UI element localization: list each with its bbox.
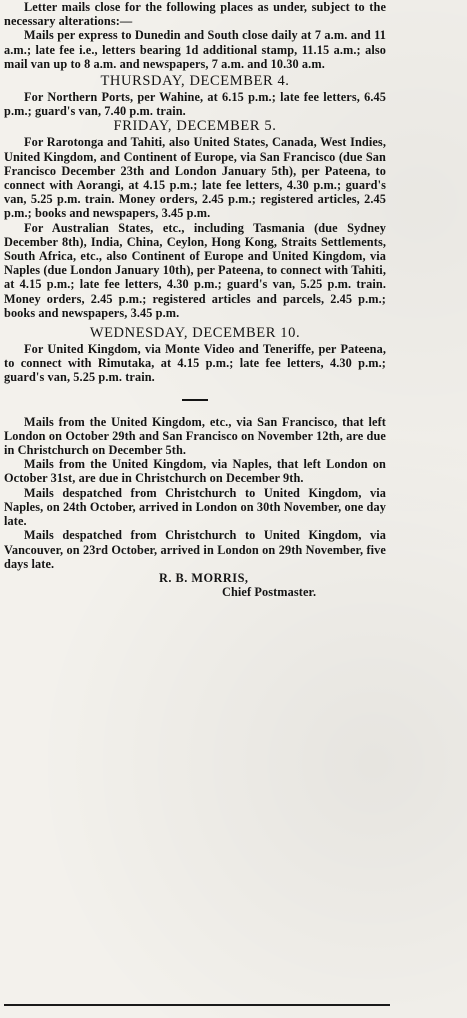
friday-heading: FRIDAY, DECEMBER 5. bbox=[113, 118, 277, 135]
notice-paragraph: Mails from the United Kingdom, etc., via San Francisco, that left London on October 29th and San Francisco on November 12th, are due in Christchurch on December 5th. bbox=[4, 414, 386, 458]
signature-name: R. B. MORRIS, bbox=[159, 570, 249, 585]
wednesday-heading: WEDNESDAY, DECEMBER 10. bbox=[89, 325, 301, 342]
notice-paragraph: Mails despatched from Christchurch to United Kingdom, via Vancouver, on 23rd October, arrived in London on 29th November, five days late. bbox=[4, 528, 386, 571]
section-divider bbox=[182, 399, 208, 401]
intro-paragraph: Letter mails close for the following places as under, subject to the necessary alterations:— bbox=[4, 0, 386, 29]
notice-paragraph: Mails from the United Kingdom, via Naples, that left London on October 31st, are due in Christchurch on December 9th. bbox=[4, 457, 386, 486]
friday-item: For Rarotonga and Tahiti, also United States, Canada, West Indies, United Kingdom, and Continent of Europe, via San Francisco (due San Francisco December 23th and London January 5th), per Pateena, to connect with Aorangi, at 4.15 p.m.; late fee letters, 4.30 p.m.; guard's van, 5.25 p.m. train. Money orders, 2.45 p.m.; registered articles, 2.45 p.m.; books and newspapers, 3.45 p.m. bbox=[4, 135, 386, 221]
signature-title: Chief Postmaster. bbox=[222, 585, 317, 600]
notice-paragraph: Mails despatched from Christchurch to United Kingdom, via Naples, on 24th October, arrived in London on 30th November, one day late. bbox=[4, 485, 386, 529]
dunedin-paragraph: Mails per express to Dunedin and South close daily at 7 a.m. and 11 a.m.; late fee i.e., letters bearing 1d additional stamp, 11.15 a.m.; also mail van up to 8 a.m. and newspapers, 7 a.m. and 10.30 a.m. bbox=[4, 28, 386, 71]
thursday-item: For Northern Ports, per Wahine, at 6.15 p.m.; late fee letters, 6.45 p.m.; guard's van, 7.40 p.m. train. bbox=[4, 90, 386, 119]
friday-item: For Australian States, etc., including Tasmania (due Sydney December 8th), India, China, Ceylon, Hong Kong, Straits Settlements, South Africa, etc., also Continent of Europe and United Kingdom, via Naples (due London January 10th), per Pateena, to connect with Tahiti, at 4.15 p.m.; late fee letters, 4.30 p.m.; guard's van, 5.25 p.m. train. Money orders, 2.45 p.m.; registered articles and parcels, 2.45 p.m.; books and newspapers, 3.45 p.m. bbox=[4, 220, 386, 320]
wednesday-item: For United Kingdom, via Monte Video and Teneriffe, per Pateena, to connect with Rimutaka, at 4.15 p.m.; late fee letters, 4.30 p.m.; guard's van, 5.25 p.m. train. bbox=[4, 342, 386, 385]
mail-notice-column bbox=[4, 0, 386, 599]
thursday-heading: THURSDAY, DECEMBER 4. bbox=[100, 73, 290, 90]
bottom-rule bbox=[4, 1004, 390, 1006]
